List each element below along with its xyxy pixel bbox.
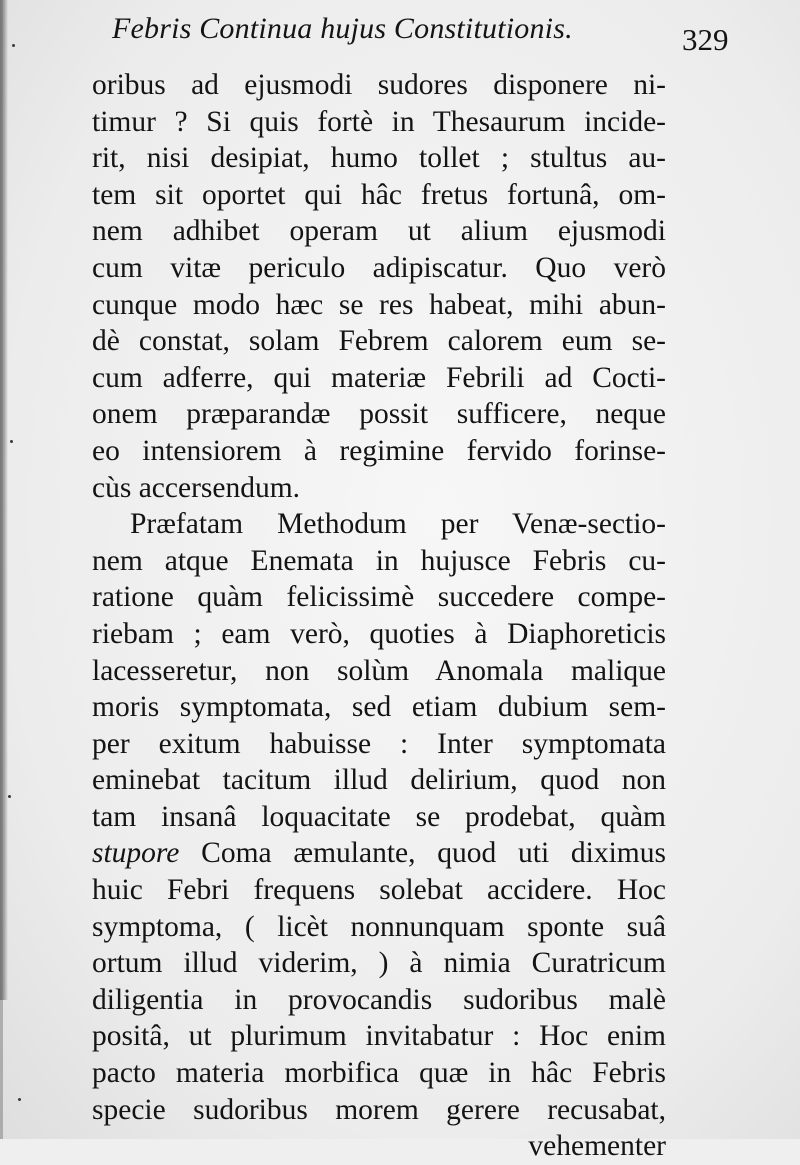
text-line: oribus ad ejusmodi sudores disponere ni- — [92, 69, 666, 101]
text-line: ortum illud viderim, ) à nimia Curatricum — [92, 947, 666, 980]
paragraph-end-line: cùs accersendum. — [92, 471, 301, 504]
page-binding-edge — [0, 0, 3, 1139]
catchword: vehementer — [528, 1130, 666, 1163]
text-line: lacesseretur, non solùm Anomala malique — [92, 654, 666, 687]
text-line: tem sit oportet qui hâc fretus fortunâ, om- — [92, 178, 666, 211]
text-line: per exitum habuisse : Inter symptomata — [92, 727, 666, 760]
text-line: symptoma, ( licèt nonnunquam sponte suâ — [92, 910, 666, 943]
ink-speck — [8, 795, 11, 798]
ink-speck — [10, 440, 13, 443]
text-line: diligentia in provocandis sudoribus malè — [92, 983, 666, 1016]
text-line: nem adhibet operam ut alium ejusmodi — [92, 215, 666, 248]
text-line: cum vitæ periculo adipiscatur. Quo verò — [92, 251, 666, 284]
italic-word: stupore — [92, 837, 180, 870]
ink-speck — [18, 1098, 21, 1101]
text-line: positâ, ut plurimum invitabatur : Hoc enim — [92, 1020, 666, 1053]
text-line: huic Febri frequens solebat accidere. Hoc — [92, 874, 666, 907]
text-line: moris symptomata, sed etiam dubium sem- — [92, 691, 666, 724]
text-line: tam insanâ loquacitate se prodebat, quàm — [92, 800, 666, 833]
text-line: eminebat tacitum illud delirium, quod non — [92, 764, 666, 797]
running-head: Febris Continua hujus Constitutionis. — [112, 12, 573, 45]
page-number: 329 — [682, 22, 729, 57]
text-line: cunque modo hæc se res habeat, mihi abun- — [92, 288, 666, 321]
text-line: dè constat, solam Febrem calorem eum se- — [92, 325, 666, 358]
text-line: rit, nisi desipiat, humo tollet ; stultus au- — [92, 142, 666, 175]
text-line: ratione quàm felicissimè succedere compe- — [92, 581, 666, 614]
text-line: timur ? Si quis fortè in Thesaurum incide- — [92, 105, 666, 138]
text-line: pacto materia morbifica quæ in hâc Febris — [92, 1057, 666, 1090]
text-line: eo intensiorem à regimine fervido forinse- — [92, 434, 666, 467]
text-line-rest: Coma æmulante, quod uti diximus — [179, 837, 666, 870]
ink-speck — [12, 44, 15, 47]
text-line: nem atque Enemata in hujusce Febris cu- — [92, 544, 666, 577]
paragraph-start-line: Præfatam Methodum per Venæ-sectio- — [130, 508, 666, 541]
text-line: onem præparandæ possit sufficere, neque — [92, 398, 666, 431]
body-text — [92, 67, 666, 1165]
text-line: riebam ; eam verò, quoties à Diaphoreticis — [92, 617, 666, 650]
text-line-with-italic — [92, 835, 666, 872]
text-line: cum adferre, qui materiæ Febrili ad Cocti- — [92, 361, 666, 394]
text-line: specie sudoribus morem gerere recusabat, — [92, 1093, 666, 1126]
